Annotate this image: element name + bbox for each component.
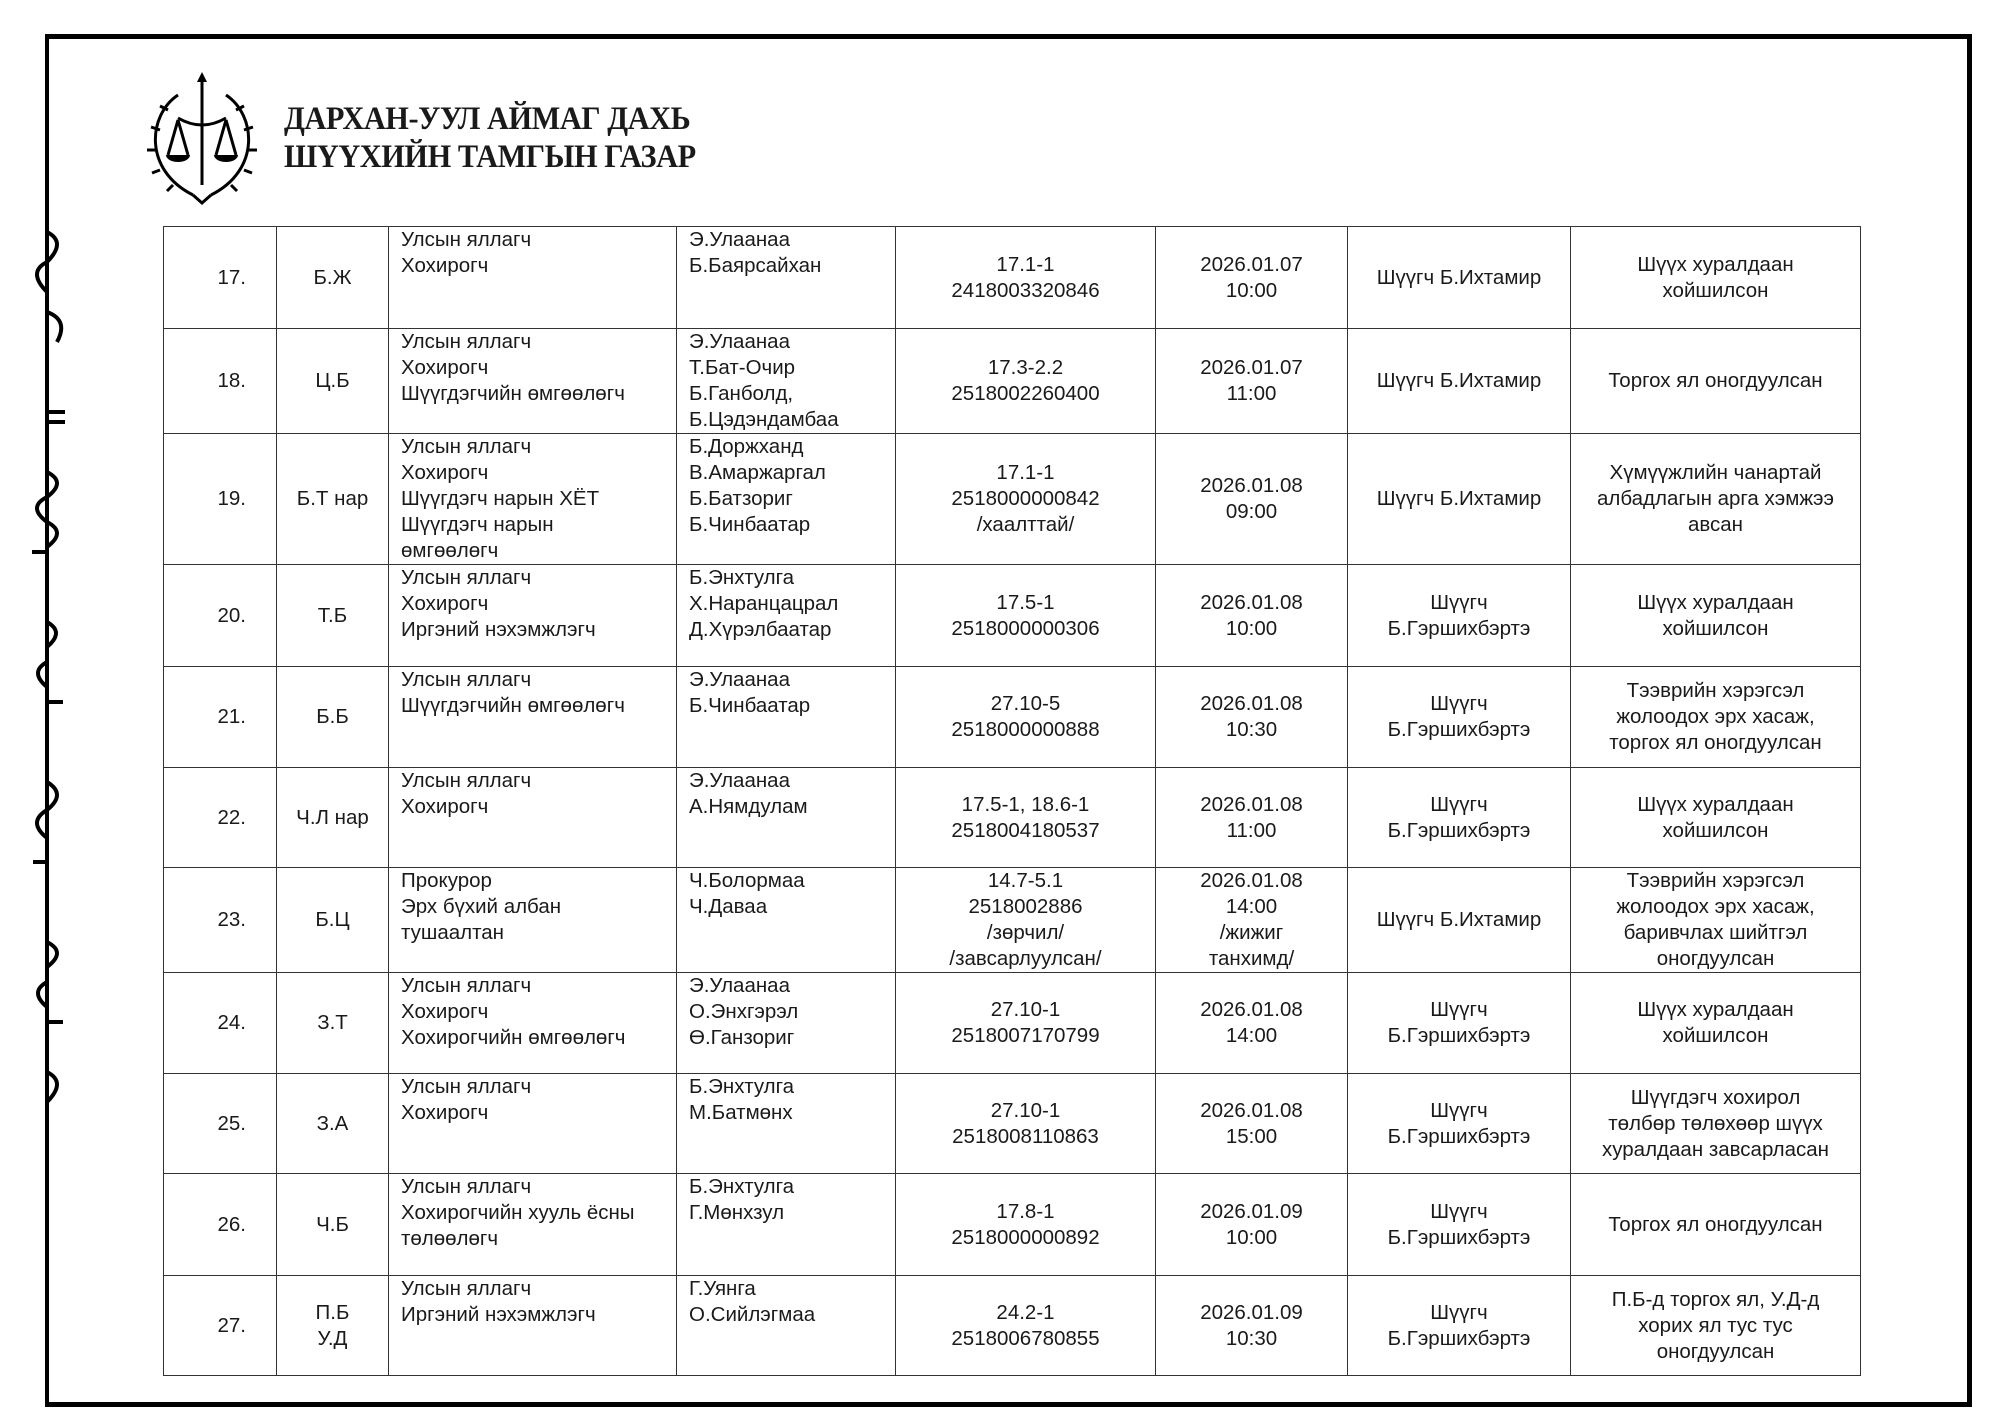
criminal-code-article: 27.10-1 2518008110863 — [896, 1074, 1156, 1174]
hearing-result: Тээврийн хэрэгсэл жолоодох эрх хасаж, баривчлах шийтгэл оногдуулсан — [1571, 868, 1861, 973]
hearing-datetime: 2026.01.08 14:00 /жижиг танхимд/ — [1156, 868, 1348, 973]
participant-names: Ч.Болормаа Ч.Даваа — [677, 868, 896, 973]
criminal-code-article: 17.5-1, 18.6-1 2518004180537 — [896, 768, 1156, 868]
organization-title — [284, 100, 696, 176]
case-number: 22. — [164, 768, 277, 868]
case-number: 26. — [164, 1174, 277, 1276]
table-row — [164, 1174, 1861, 1276]
table-row — [164, 1074, 1861, 1174]
hearing-result: Шүүх хуралдаан хойшилсон — [1571, 227, 1861, 329]
hearing-datetime: 2026.01.07 11:00 — [1156, 329, 1348, 434]
criminal-code-article: 14.7-5.1 2518002886 /зөрчил/ /завсарлуулсан/ — [896, 868, 1156, 973]
case-number: 25. — [164, 1074, 277, 1174]
hearing-result: Шүүх хуралдаан хойшилсон — [1571, 768, 1861, 868]
case-number: 21. — [164, 667, 277, 768]
participant-names: Г.Уянга О.Сийлэгмаа — [677, 1276, 896, 1376]
case-number: 24. — [164, 973, 277, 1074]
table-row — [164, 667, 1861, 768]
table-row — [164, 434, 1861, 565]
presiding-judge: Шүүгч Б.Гэршихбэртэ — [1348, 565, 1571, 667]
table-row — [164, 973, 1861, 1074]
participant-names: Э.Улаанаа Б.Баярсайхан — [677, 227, 896, 329]
hearing-datetime: 2026.01.08 09:00 — [1156, 434, 1348, 565]
criminal-code-article: 17.5-1 2518000000306 — [896, 565, 1156, 667]
criminal-code-article: 17.1-1 2518000000842 /хаалттай/ — [896, 434, 1156, 565]
case-number: 17. — [164, 227, 277, 329]
presiding-judge: Шүүгч Б.Ихтамир — [1348, 434, 1571, 565]
court-scales-emblem-icon — [138, 70, 266, 205]
presiding-judge: Шүүгч Б.Ихтамир — [1348, 329, 1571, 434]
participant-roles: Улсын яллагч Хохирогч Хохирогчийн өмгөөлөгч — [389, 973, 677, 1074]
defendant-initials: З.А — [277, 1074, 389, 1174]
participant-roles: Улсын яллагч Хохирогч — [389, 768, 677, 868]
hearing-result: П.Б-д торгох ял, У.Д-д хорих ял тус тус оногдуулсан — [1571, 1276, 1861, 1376]
defendant-initials: Ч.Л нар — [277, 768, 389, 868]
organization-title-line2: ШҮҮХИЙН ТАМГЫН ГАЗАР — [284, 139, 696, 175]
frame-border-left — [45, 1150, 49, 1407]
table-row — [164, 565, 1861, 667]
table-row — [164, 768, 1861, 868]
hearing-datetime: 2026.01.08 10:00 — [1156, 565, 1348, 667]
participant-roles: Улсын яллагч Хохирогч — [389, 1074, 677, 1174]
presiding-judge: Шүүгч Б.Гэршихбэртэ — [1348, 1276, 1571, 1376]
hearing-result: Шүүгдэгч хохирол төлбөр төлөхөөр шүүх хуралдаан завсарласан — [1571, 1074, 1861, 1174]
presiding-judge: Шүүгч Б.Гэршихбэртэ — [1348, 973, 1571, 1074]
case-number: 20. — [164, 565, 277, 667]
participant-roles: Улсын яллагч Хохирогч Шүүгдэгчийн өмгөөлөгч — [389, 329, 677, 434]
organization-title-line1: ДАРХАН-УУЛ АЙМАГ ДАХЬ — [284, 101, 691, 137]
case-number: 27. — [164, 1276, 277, 1376]
participant-names: Э.Улаанаа А.Нямдулам — [677, 768, 896, 868]
hearing-datetime: 2026.01.08 14:00 — [1156, 973, 1348, 1074]
criminal-code-article: 27.10-5 2518000000888 — [896, 667, 1156, 768]
case-number: 19. — [164, 434, 277, 565]
hearing-result: Шүүх хуралдаан хойшилсон — [1571, 565, 1861, 667]
participant-roles: Улсын яллагч Хохирогч Иргэний нэхэмжлэгч — [389, 565, 677, 667]
defendant-initials: Б.Ц — [277, 868, 389, 973]
participant-names: Б.Энхтулга М.Батмөнх — [677, 1074, 896, 1174]
hearing-datetime: 2026.01.09 10:00 — [1156, 1174, 1348, 1276]
participant-names: Б.Доржханд В.Амаржаргал Б.Батзориг Б.Чинбаатар — [677, 434, 896, 565]
defendant-initials: Б.Т нар — [277, 434, 389, 565]
hearing-datetime: 2026.01.08 15:00 — [1156, 1074, 1348, 1174]
table-row — [164, 868, 1861, 973]
table-row — [164, 227, 1861, 329]
participant-roles: Улсын яллагч Иргэний нэхэмжлэгч — [389, 1276, 677, 1376]
criminal-code-article: 17.1-1 2418003320846 — [896, 227, 1156, 329]
criminal-code-article: 17.8-1 2518000000892 — [896, 1174, 1156, 1276]
frame-border-left — [45, 34, 49, 224]
criminal-code-article: 27.10-1 2518007170799 — [896, 973, 1156, 1074]
case-number: 23. — [164, 868, 277, 973]
presiding-judge: Шүүгч Б.Гэршихбэртэ — [1348, 1074, 1571, 1174]
participant-names: Б.Энхтулга Х.Наранцацрал Д.Хүрэлбаатар — [677, 565, 896, 667]
presiding-judge: Шүүгч Б.Ихтамир — [1348, 868, 1571, 973]
presiding-judge: Шүүгч Б.Гэршихбэртэ — [1348, 768, 1571, 868]
presiding-judge: Шүүгч Б.Ихтамир — [1348, 227, 1571, 329]
hearing-result: Хүмүүжлийн чанартай албадлагын арга хэмжээ авсан — [1571, 434, 1861, 565]
criminal-code-article: 24.2-1 2518006780855 — [896, 1276, 1156, 1376]
hearing-result: Торгох ял оногдуулсан — [1571, 329, 1861, 434]
hearing-datetime: 2026.01.07 10:00 — [1156, 227, 1348, 329]
presiding-judge: Шүүгч Б.Гэршихбэртэ — [1348, 667, 1571, 768]
hearing-result: Торгох ял оногдуулсан — [1571, 1174, 1861, 1276]
defendant-initials: Т.Б — [277, 565, 389, 667]
frame-border-top — [45, 34, 1972, 39]
defendant-initials: Ч.Б — [277, 1174, 389, 1276]
case-number: 18. — [164, 329, 277, 434]
hearing-datetime: 2026.01.08 11:00 — [1156, 768, 1348, 868]
court-hearing-schedule-table — [163, 226, 1861, 1376]
defendant-initials: Ц.Б — [277, 329, 389, 434]
defendant-initials: Б.Б — [277, 667, 389, 768]
hearing-datetime: 2026.01.08 10:30 — [1156, 667, 1348, 768]
participant-roles: Улсын яллагч Хохирогч Шүүгдэгч нарын ХЁТ Шүүгдэгч нарын өмгөөлөгч — [389, 434, 677, 565]
hearing-datetime: 2026.01.09 10:30 — [1156, 1276, 1348, 1376]
participant-roles: Прокурор Эрх бүхий албан тушаалтан — [389, 868, 677, 973]
participant-roles: Улсын яллагч Хохирогч — [389, 227, 677, 329]
participant-names: Э.Улаанаа Б.Чинбаатар — [677, 667, 896, 768]
participant-roles: Улсын яллагч Шүүгдэгчийн өмгөөлөгч — [389, 667, 677, 768]
frame-border-right — [1967, 34, 1972, 1407]
mongolian-script-motto — [20, 222, 75, 1150]
table-row — [164, 1276, 1861, 1376]
presiding-judge: Шүүгч Б.Гэршихбэртэ — [1348, 1174, 1571, 1276]
hearing-result: Тээврийн хэрэгсэл жолоодох эрх хасаж, торгох ял оногдуулсан — [1571, 667, 1861, 768]
criminal-code-article: 17.3-2.2 2518002260400 — [896, 329, 1156, 434]
participant-names: Э.Улаанаа Т.Бат-Очир Б.Ганболд, Б.Цэдэндамбаа — [677, 329, 896, 434]
participant-names: Э.Улаанаа О.Энхгэрэл Ө.Ганзориг — [677, 973, 896, 1074]
table-row — [164, 329, 1861, 434]
hearing-result: Шүүх хуралдаан хойшилсон — [1571, 973, 1861, 1074]
participant-names: Б.Энхтулга Г.Мөнхзул — [677, 1174, 896, 1276]
defendant-initials: П.Б У.Д — [277, 1276, 389, 1376]
frame-border-bottom — [45, 1402, 1972, 1407]
participant-roles: Улсын яллагч Хохирогчийн хууль ёсны төлөөлөгч — [389, 1174, 677, 1276]
defendant-initials: Б.Ж — [277, 227, 389, 329]
defendant-initials: З.Т — [277, 973, 389, 1074]
